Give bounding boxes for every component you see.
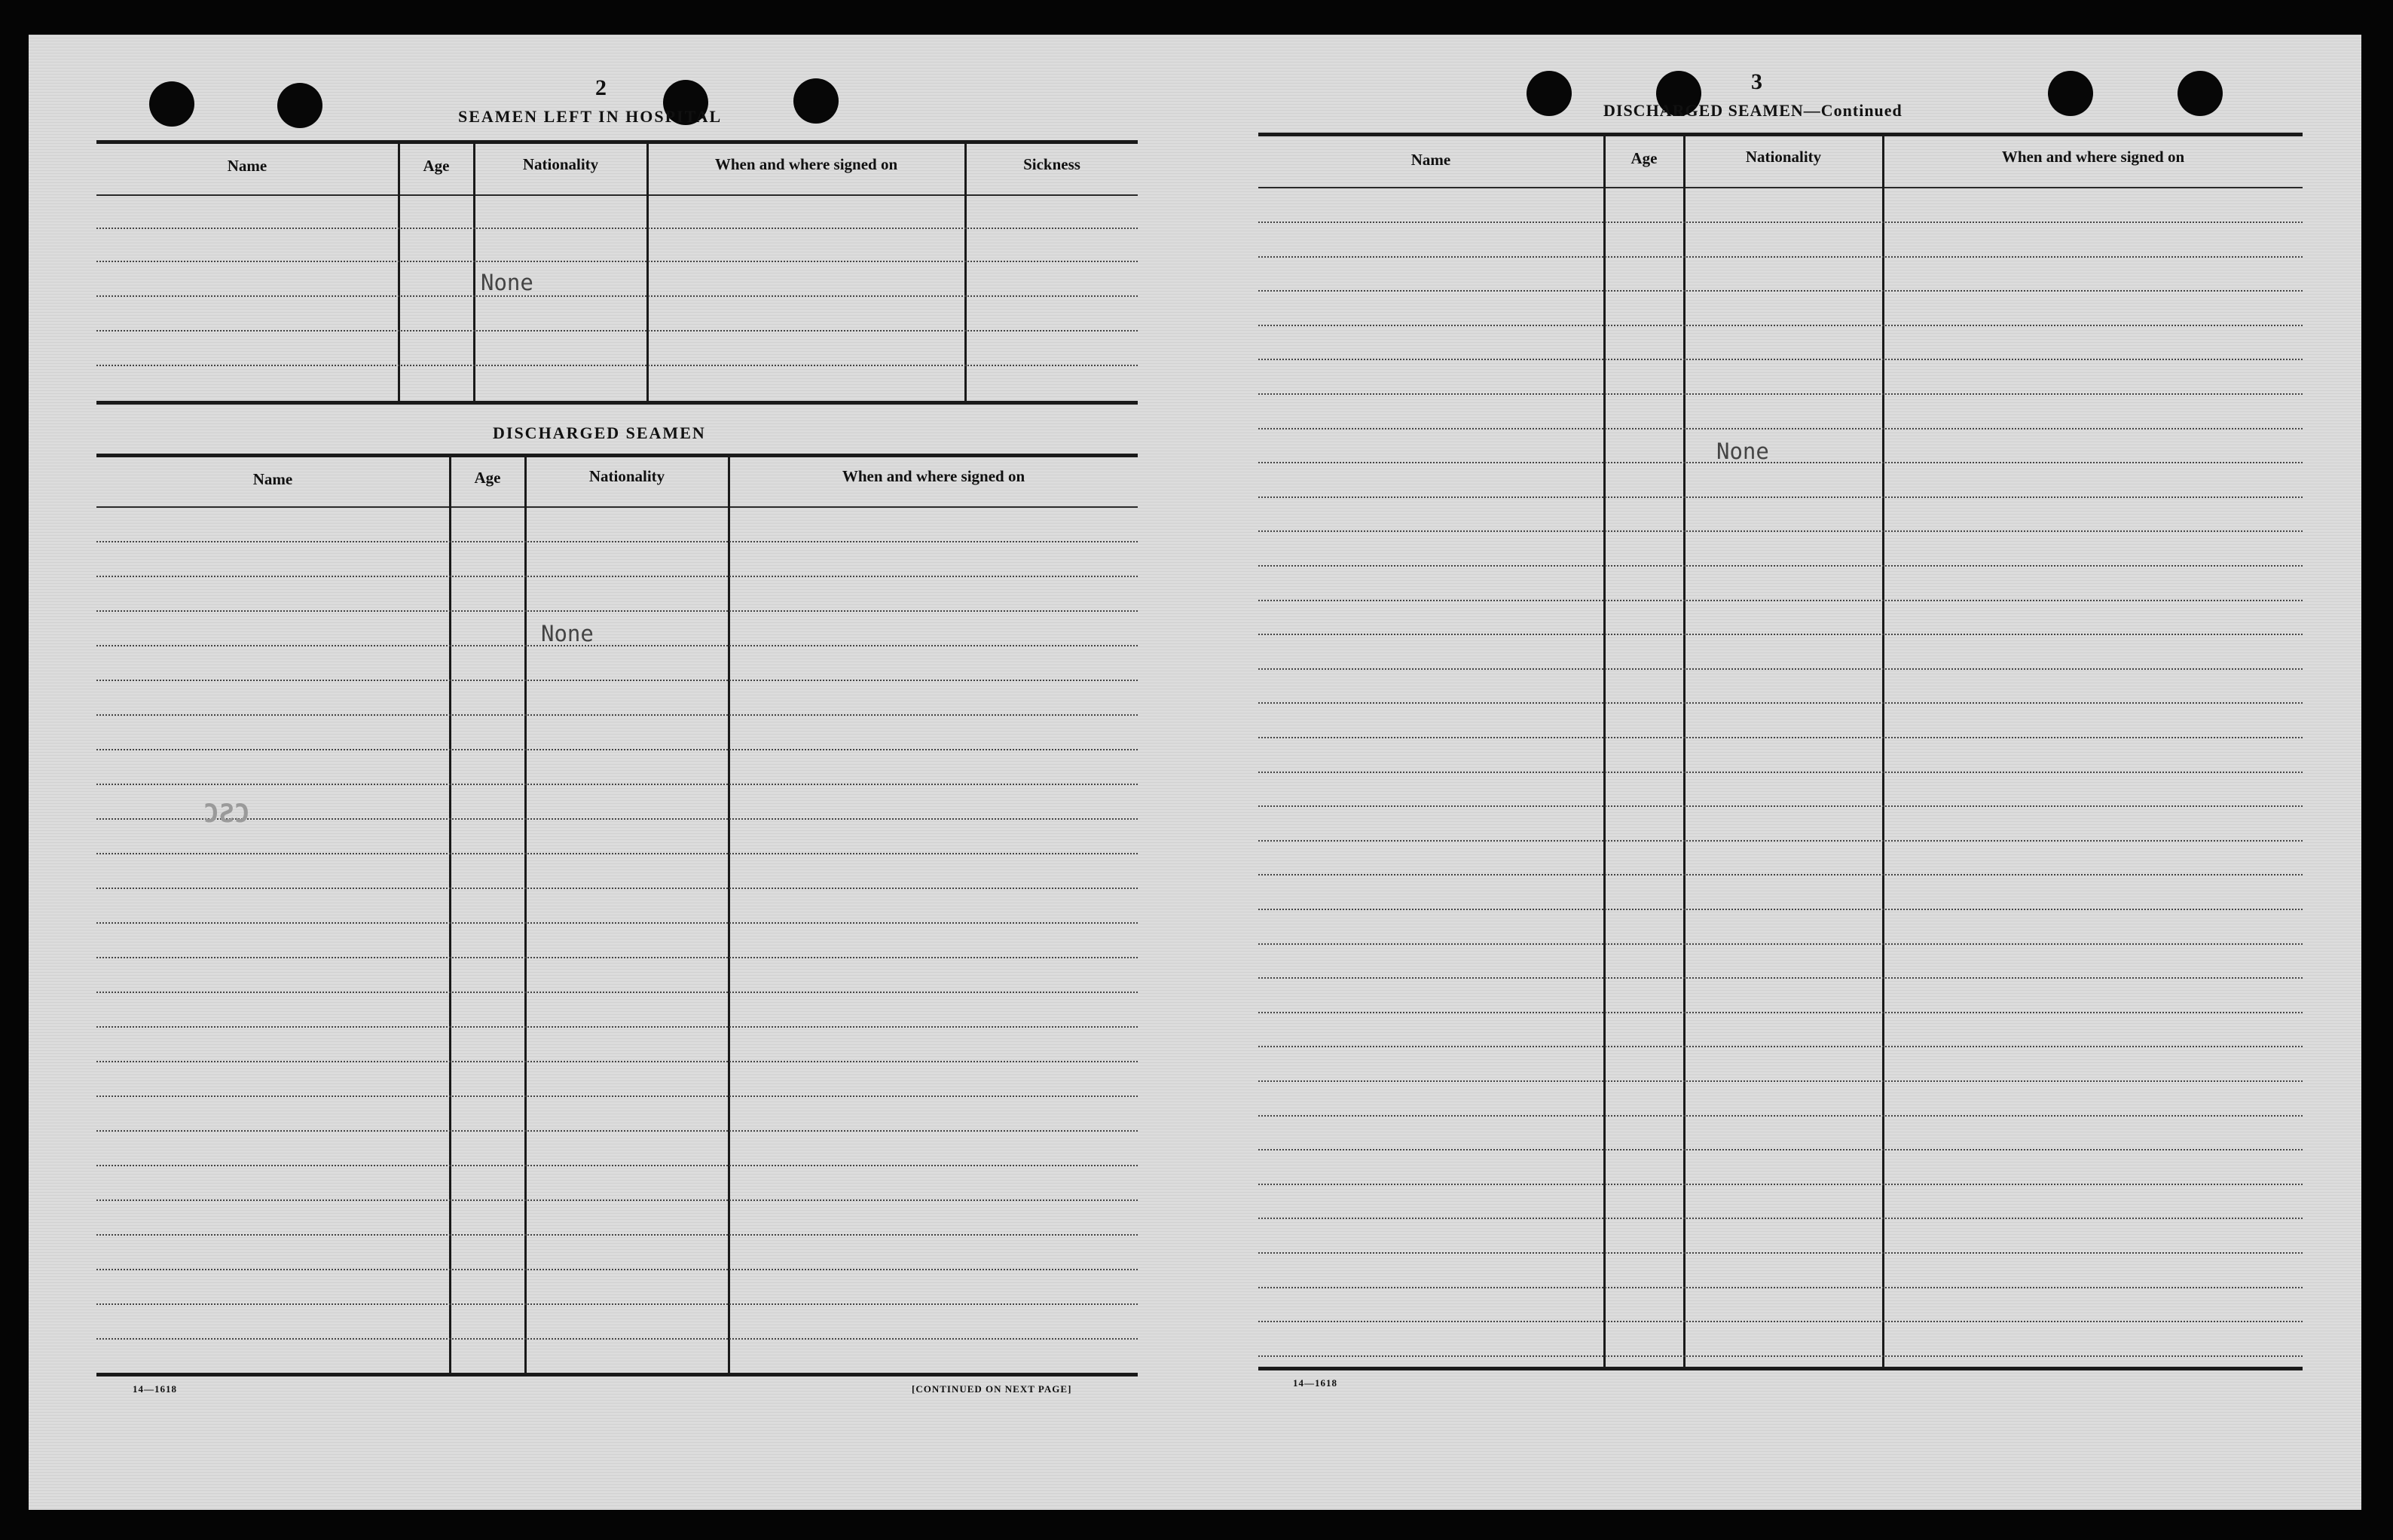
document-sheet <box>29 35 2361 1510</box>
entry-row-line <box>1258 600 2303 601</box>
page-number: 2 <box>595 75 607 100</box>
entry-row-line <box>96 853 1138 854</box>
table-top-rule <box>1258 133 2303 136</box>
entry-row-line <box>1258 1149 2303 1150</box>
entry-row-line <box>1258 530 2303 532</box>
entry-row-line <box>1258 909 2303 910</box>
entry-row-line <box>1258 772 2303 773</box>
continued-note: [CONTINUED ON NEXT PAGE] <box>912 1383 1072 1395</box>
entry-row-line <box>1258 702 2303 704</box>
entry-row-line <box>96 957 1138 958</box>
header-rule <box>96 194 1138 196</box>
punch-hole <box>2178 71 2223 116</box>
entry-row-line <box>1258 1046 2303 1047</box>
header-rule <box>1258 187 2303 188</box>
entry-row-line <box>96 888 1138 889</box>
entry-row-line <box>96 295 1138 297</box>
entry-row-line <box>96 1234 1138 1236</box>
entry-row-line <box>96 1303 1138 1305</box>
entry-row-line <box>1258 1252 2303 1254</box>
column-divider <box>524 457 527 1374</box>
table-top-rule <box>96 140 1138 144</box>
column-header-age: Age <box>474 469 501 487</box>
entry-row-line <box>96 228 1138 229</box>
entry-row-line <box>1258 1184 2303 1185</box>
entry-row-line <box>1258 1287 2303 1288</box>
typed-entry-none: None <box>481 270 533 295</box>
table-bottom-rule <box>96 1373 1138 1377</box>
column-header-signed-on: When and where signed on <box>2001 148 2185 166</box>
entry-row-line <box>96 1199 1138 1201</box>
entry-row-line <box>1258 393 2303 395</box>
column-header-age: Age <box>1630 149 1658 167</box>
entry-row-line <box>96 576 1138 577</box>
entry-row-line <box>96 714 1138 716</box>
column-header-signed-on: When and where signed on <box>714 155 898 173</box>
entry-row-line <box>1258 805 2303 807</box>
entry-row-line <box>1258 634 2303 635</box>
entry-row-line <box>96 1165 1138 1166</box>
table-top-rule <box>96 454 1138 457</box>
entry-row-line <box>1258 840 2303 842</box>
entry-row-line <box>1258 325 2303 326</box>
entry-row-line <box>96 365 1138 366</box>
header-rule <box>96 506 1138 508</box>
entry-row-line <box>96 922 1138 924</box>
form-number: 14—1618 <box>133 1383 177 1395</box>
entry-row-line <box>1258 1321 2303 1322</box>
entry-row-line <box>1258 1012 2303 1013</box>
column-header-nationality: Nationality <box>522 155 599 173</box>
section-title: DISCHARGED SEAMEN—Continued <box>1603 101 1902 120</box>
entry-row-line <box>96 1269 1138 1270</box>
entry-row-line <box>96 1061 1138 1062</box>
section-title: SEAMEN LEFT IN HOSPITAL <box>458 107 723 126</box>
entry-row-line <box>1258 256 2303 258</box>
entry-row-line <box>1258 943 2303 945</box>
entry-row-line <box>1258 222 2303 223</box>
page-number: 3 <box>1751 69 1762 94</box>
entry-row-line <box>96 818 1138 820</box>
column-header-nationality: Nationality <box>1745 148 1822 166</box>
entry-row-line <box>1258 462 2303 463</box>
entry-row-line <box>1258 428 2303 429</box>
entry-row-line <box>1258 1218 2303 1219</box>
entry-row-line <box>1258 565 2303 567</box>
entry-row-line <box>1258 497 2303 498</box>
faint-stamp-mark: CSC <box>203 799 250 829</box>
entry-row-line <box>96 261 1138 262</box>
entry-row-line <box>1258 359 2303 360</box>
column-header-age: Age <box>423 157 450 175</box>
column-header-name: Name <box>1410 151 1451 169</box>
column-header-signed-on: When and where signed on <box>842 467 1025 485</box>
column-header-name: Name <box>227 157 267 175</box>
entry-row-line <box>1258 1115 2303 1117</box>
entry-row-line <box>1258 977 2303 979</box>
punch-hole <box>1527 71 1572 116</box>
column-divider <box>964 143 967 402</box>
typed-entry-none: None <box>541 621 594 646</box>
entry-row-line <box>96 1130 1138 1132</box>
punch-hole <box>277 83 322 128</box>
column-divider <box>398 143 400 402</box>
entry-row-line <box>96 1095 1138 1097</box>
column-divider <box>473 143 475 402</box>
punch-hole <box>149 81 194 127</box>
entry-row-line <box>96 645 1138 646</box>
entry-row-line <box>1258 290 2303 292</box>
column-divider <box>449 457 451 1374</box>
entry-row-line <box>1258 1355 2303 1357</box>
column-header-sickness: Sickness <box>1023 155 1080 173</box>
column-header-name: Name <box>252 470 293 488</box>
column-divider <box>728 457 730 1374</box>
table-bottom-rule <box>1258 1367 2303 1370</box>
punch-hole <box>2048 71 2093 116</box>
column-divider <box>646 143 649 402</box>
column-header-nationality: Nationality <box>588 467 665 485</box>
entry-row-line <box>96 610 1138 612</box>
entry-row-line <box>96 1338 1138 1340</box>
entry-row-line <box>96 749 1138 750</box>
entry-row-line <box>96 541 1138 542</box>
entry-row-line <box>96 992 1138 993</box>
entry-row-line <box>96 330 1138 332</box>
entry-row-line <box>1258 1080 2303 1082</box>
table-bottom-rule <box>96 401 1138 405</box>
section-title: DISCHARGED SEAMEN <box>493 423 706 442</box>
entry-row-line <box>1258 737 2303 738</box>
entry-row-line <box>96 1026 1138 1028</box>
punch-hole <box>793 78 839 124</box>
entry-row-line <box>1258 668 2303 670</box>
form-number: 14—1618 <box>1293 1377 1337 1389</box>
typed-entry-none: None <box>1716 438 1769 464</box>
entry-row-line <box>96 680 1138 681</box>
entry-row-line <box>1258 874 2303 875</box>
entry-row-line <box>96 784 1138 785</box>
